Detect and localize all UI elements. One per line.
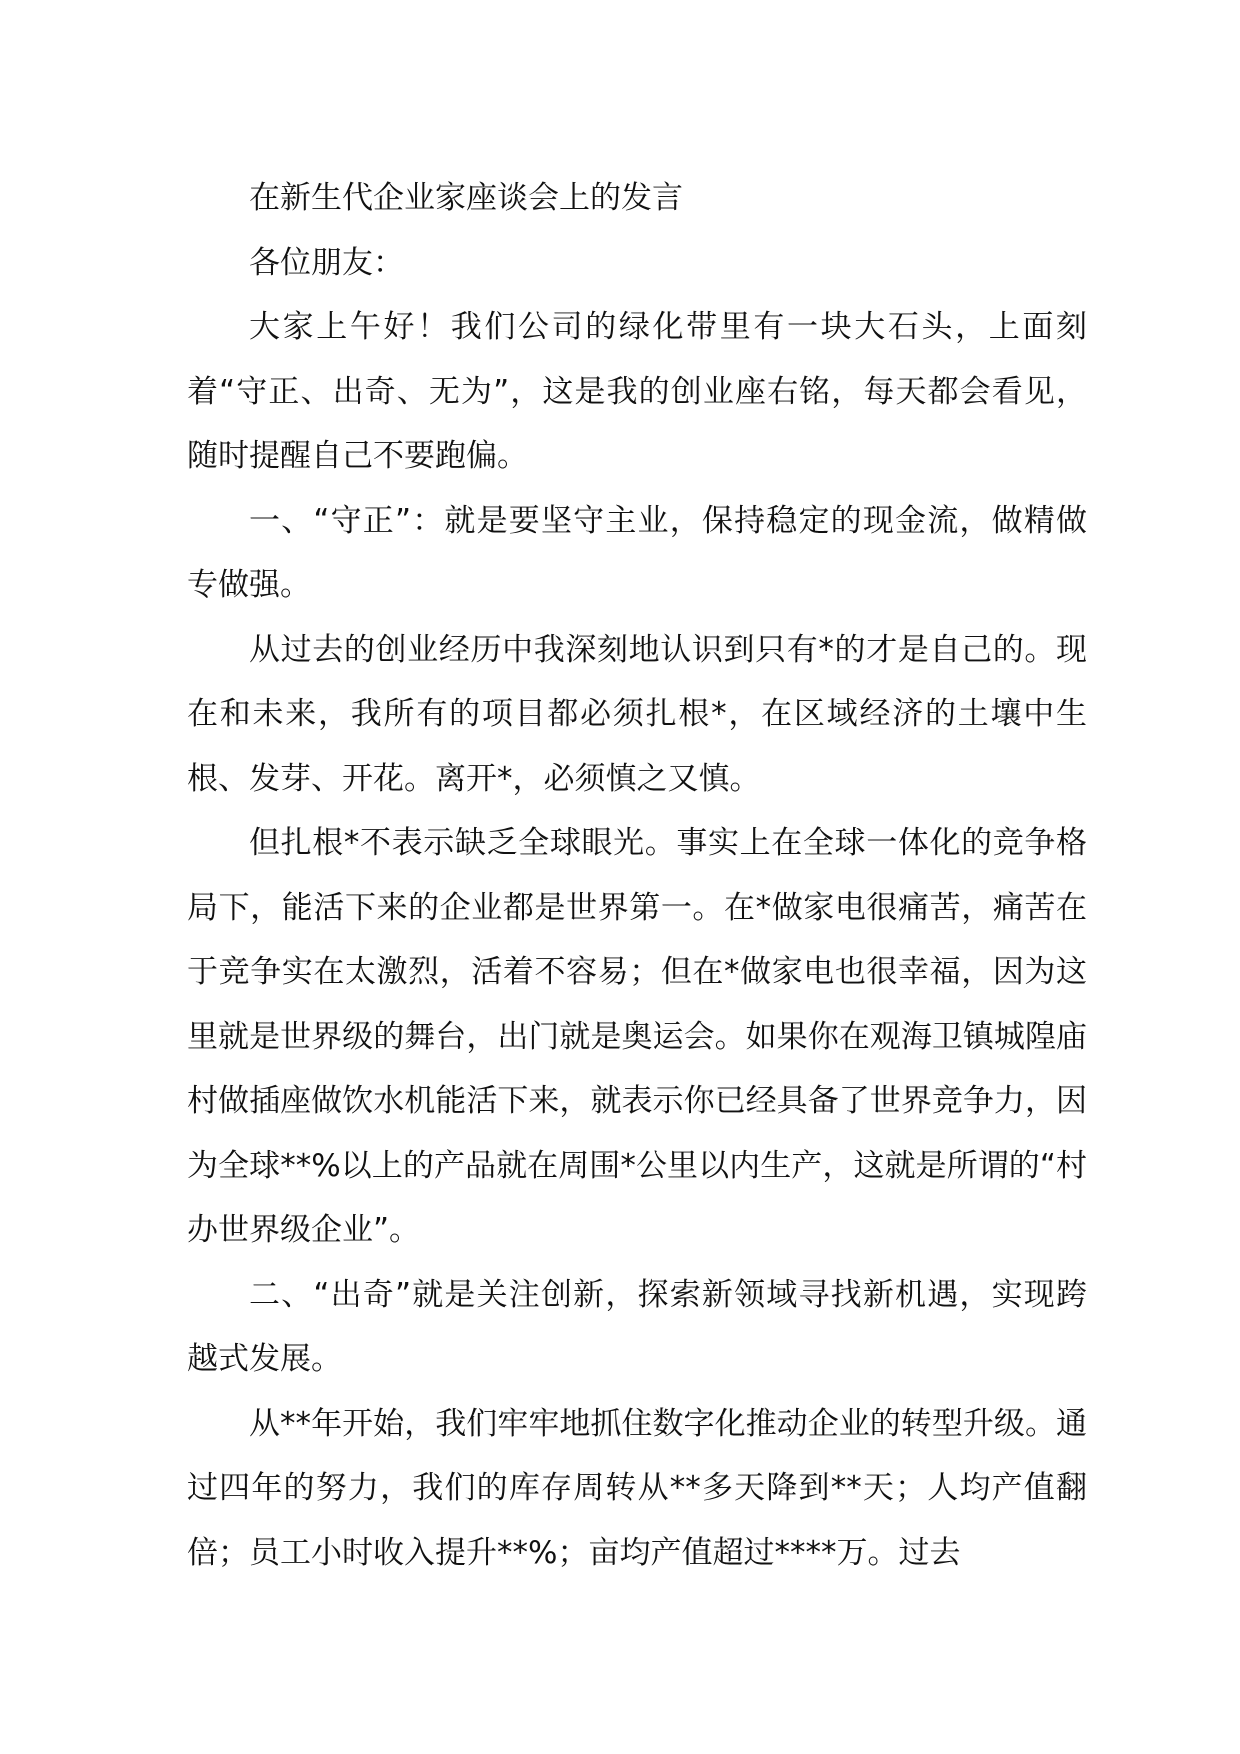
paragraph-digital-transformation: 从**年开始，我们牢牢地抓住数字化推动企业的转型升级。通过四年的努力，我们的库存周转从**多天降到**天；人均产值翻倍；员工小时收入提升**%；亩均产值超过****万。过去 (187, 1405, 1087, 1571)
document-body (187, 166, 1087, 1585)
paragraph-global-vision: 但扎根*不表示缺乏全球眼光。事实上在全球一体化的竞争格局下，能活下来的企业都是世界第一。在*做家电很痛苦，痛苦在于竞争实在太激烈，活着不容易；但在*做家电也很幸福，因为这里就是世界级的舞台，出门就是奥运会。如果你在观海卫镇城隍庙村做插座做饮水机能活下来，就表示你已经具备了世界竞争力，因为全球**%以上的产品就在周围*公里以内生产，这就是所谓的“村办世界级企业”。 (187, 825, 1087, 1248)
paragraph-section-one-heading: 一、“守正”：就是要坚守主业，保持稳定的现金流，做精做专做强。 (187, 502, 1087, 603)
paragraph-section-two-heading: 二、“出奇”就是关注创新，探索新领域寻找新机遇，实现跨越式发展。 (187, 1276, 1087, 1377)
salutation: 各位朋友： (249, 244, 404, 281)
document-title: 在新生代企业家座谈会上的发言 (249, 180, 683, 216)
paragraph-rooted-locally: 从过去的创业经历中我深刻地认识到只有*的才是自己的。现在和未来，我所有的项目都必须扎根*，在区域经济的土壤中生根、发芽、开花。离开*，必须慎之又慎。 (187, 631, 1087, 797)
paragraph-greeting: 大家上午好！我们公司的绿化带里有一块大石头，上面刻着“守正、出奇、无为”，这是我的创业座右铭，每天都会看见，随时提醒自己不要跑偏。 (187, 309, 1087, 474)
